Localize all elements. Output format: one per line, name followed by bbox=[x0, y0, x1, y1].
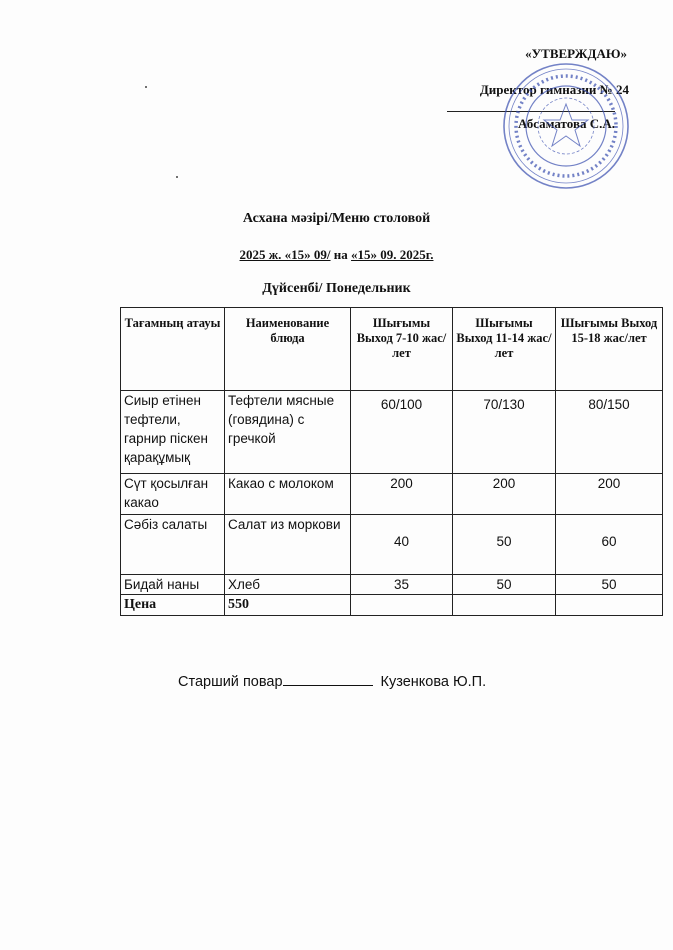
column-header: Шығымы Выход 11-14 жас/лет bbox=[453, 308, 556, 391]
table-header-row bbox=[121, 308, 663, 391]
portion-11-14: 200 bbox=[453, 474, 556, 515]
portion-11-14: 50 bbox=[453, 515, 556, 575]
empty-cell bbox=[556, 595, 663, 616]
portion-7-10: 40 bbox=[351, 515, 453, 575]
date-separator: на bbox=[330, 247, 352, 262]
price-row bbox=[121, 595, 663, 616]
chef-signature bbox=[178, 673, 486, 690]
empty-cell bbox=[453, 595, 556, 616]
dish-name-ru: Салат из моркови bbox=[225, 515, 351, 575]
table-row bbox=[121, 474, 663, 515]
dish-name-kz: Сүт қосылған какао bbox=[121, 474, 225, 515]
dish-name-ru: Хлеб bbox=[225, 575, 351, 595]
portion-15-18: 80/150 bbox=[556, 391, 663, 474]
portion-11-14: 70/130 bbox=[453, 391, 556, 474]
signature-blank bbox=[283, 673, 373, 686]
portion-15-18: 60 bbox=[556, 515, 663, 575]
column-header: Наименование блюда bbox=[225, 308, 351, 391]
date-ru: «15» 09. 2025г. bbox=[351, 247, 434, 262]
column-header: Тағамның атауы bbox=[121, 308, 225, 391]
dish-name-ru: Какао с молоком bbox=[225, 474, 351, 515]
price-label: Цена bbox=[121, 595, 225, 616]
dish-name-kz: Сәбіз салаты bbox=[121, 515, 225, 575]
chef-name: Кузенкова Ю.П. bbox=[380, 674, 487, 690]
price-value: 550 bbox=[225, 595, 351, 616]
portion-15-18: 50 bbox=[556, 575, 663, 595]
scan-speck bbox=[145, 86, 147, 88]
empty-cell bbox=[351, 595, 453, 616]
dish-name-ru: Тефтели мясные (говядина) с гречкой bbox=[225, 391, 351, 474]
portion-7-10: 35 bbox=[351, 575, 453, 595]
menu-table bbox=[120, 307, 663, 616]
approval-name: Абсаматова С.А. bbox=[517, 116, 615, 131]
menu-day: Дүйсенбі/ Понедельник bbox=[262, 281, 411, 296]
approval-position: Директор гимназии № 24 bbox=[479, 82, 629, 97]
portion-15-18: 200 bbox=[556, 474, 663, 515]
date-kz: 2025 ж. «15» 09/ bbox=[239, 247, 331, 262]
column-header: Шығымы Выход 7-10 жас/лет bbox=[351, 308, 453, 391]
menu-date bbox=[0, 247, 673, 263]
table-row bbox=[121, 575, 663, 595]
portion-7-10: 200 bbox=[351, 474, 453, 515]
official-stamp bbox=[500, 60, 632, 192]
table-row bbox=[121, 515, 663, 575]
dish-name-kz: Бидай наны bbox=[121, 575, 225, 595]
portion-11-14: 50 bbox=[453, 575, 556, 595]
chef-title: Старший повар bbox=[178, 674, 283, 690]
menu-title: Асхана мәзірі/Меню столовой bbox=[242, 211, 431, 226]
dish-name-kz: Сиыр етінен тефтели, гарнир піскен қарақұмық bbox=[121, 391, 225, 474]
scan-speck bbox=[176, 176, 178, 178]
approval-heading: «УТВЕРЖДАЮ» bbox=[525, 46, 627, 61]
column-header: Шығымы Выход 15-18 жас/лет bbox=[556, 308, 663, 391]
portion-7-10: 60/100 bbox=[351, 391, 453, 474]
table-row bbox=[121, 391, 663, 474]
